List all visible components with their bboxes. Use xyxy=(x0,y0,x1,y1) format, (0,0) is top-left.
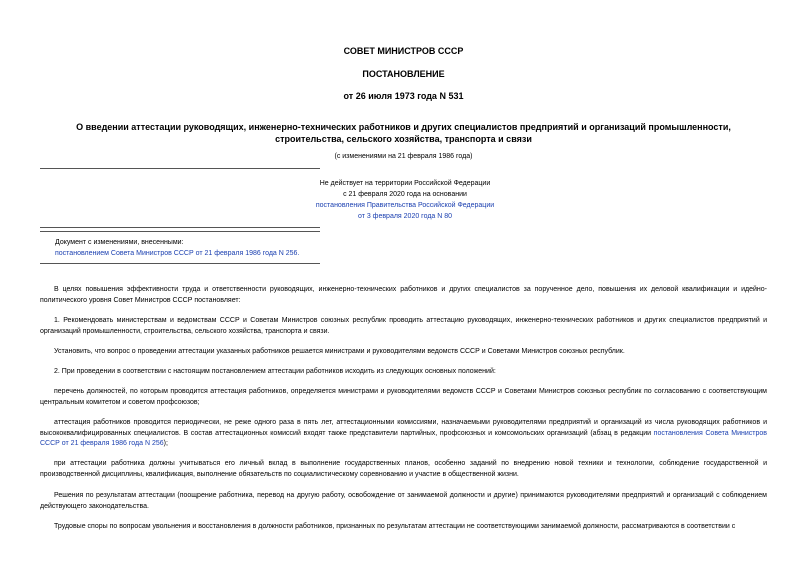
paragraph: В целях повышения эффективности труда и ответственности руководящих, инженерно-технических работников и других специалистов за порученное дело, повышения их деловой квалификации и идейно-политического уровня Совет Министров СССР постановляет: xyxy=(40,286,767,304)
paragraph: 2. При проведении в соответствии с настоящим постановлением аттестации работников исходить из следующих основных положений: xyxy=(54,368,496,375)
paragraph-text: ); xyxy=(163,440,168,447)
paragraph: Трудовые споры по вопросам увольнения и восстановления в должности работников, признанных по результатам аттестации не соответствующими занимаемой должности, рассматриваются в соответствии с xyxy=(54,523,736,530)
amendment-link[interactable]: постановления Совета Министров СССР от 21 февраля 1986 года N 256 xyxy=(40,429,767,447)
divider xyxy=(40,227,320,228)
divider xyxy=(40,263,320,264)
document-type: ПОСТАНОВЛЕНИЕ xyxy=(362,69,445,79)
divider xyxy=(40,168,320,169)
document-title: О введении аттестации руководящих, инженерно-технических работников и других специалистов предприятий и организаций промышленности, строительства, сельского хозяйства, транспорта и связи xyxy=(76,122,731,144)
paragraph-text: аттестация работников проводится периодически, не реже одного раза в пять лет, аттестационными комиссиями, назначаемыми руководителями предприятий и организаций из числа руководящих работников и высококвалифицированных специалистов. В состав аттестационных комиссий входят также представители партийных, профсоюзных и комсомольских организаций (абзац в редакции xyxy=(40,419,767,437)
notice-link[interactable]: постановления Правительства Российской Федерации xyxy=(315,202,495,209)
divider xyxy=(40,231,320,232)
paragraph: Решения по результатам аттестации (поощрение работника, перевод на другую работу, освобождение от занимаемой должности и другие) принимаются руководителями предприятий и организаций с соблюдением действующего законодательства. xyxy=(40,492,767,510)
changes-note: (с изменениями на 21 февраля 1986 года) xyxy=(334,153,473,160)
notice-line: с 21 февраля 2020 года на основании xyxy=(343,191,467,198)
paragraph: 1. Рекомендовать министерствам и ведомствам СССР и Советам Министров союзных республик проводить аттестацию руководящих, инженерно-технических работников и других специалистов предприятий и организаций промышленности, строительства, сельского хозяйства, транспорта и связи. xyxy=(40,317,767,335)
notice-link[interactable]: от 3 февраля 2020 года N 80 xyxy=(357,213,453,220)
notice-line: Не действует на территории Российской Федерации xyxy=(319,180,491,187)
paragraph: Установить, что вопрос о проведении аттестации указанных работников решается министрами и руководителями ведомств СССР и Советами Министров союзных республик. xyxy=(54,348,625,355)
paragraph: при аттестации работника должны учитываться его личный вклад в выполнение государственных планов, особенно заданий по внедрению новой техники и технологии, соблюдение государственной и производственной дисциплины, квалификация, выполнение обязательств по социалистическому соревнованию и участие в общественной жизни. xyxy=(40,460,767,478)
paragraph xyxy=(40,418,767,450)
amendments-label: Документ с изменениями, внесенными: xyxy=(55,239,184,246)
validity-notice xyxy=(280,178,530,222)
amendments-block xyxy=(55,237,325,259)
issuing-authority: СОВЕТ МИНИСТРОВ СССР xyxy=(343,46,464,56)
paragraph: перечень должностей, по которым проводится аттестация работников, определяется министрами и руководителями ведомств СССР и Советами Министров союзных республик по согласованию с соответствующим центральным комитетом и советом профсоюзов; xyxy=(40,388,767,406)
amendments-link[interactable]: постановлением Совета Министров СССР от 21 февраля 1986 года N 256. xyxy=(55,250,300,257)
document-date-number: от 26 июля 1973 года N 531 xyxy=(343,91,464,101)
